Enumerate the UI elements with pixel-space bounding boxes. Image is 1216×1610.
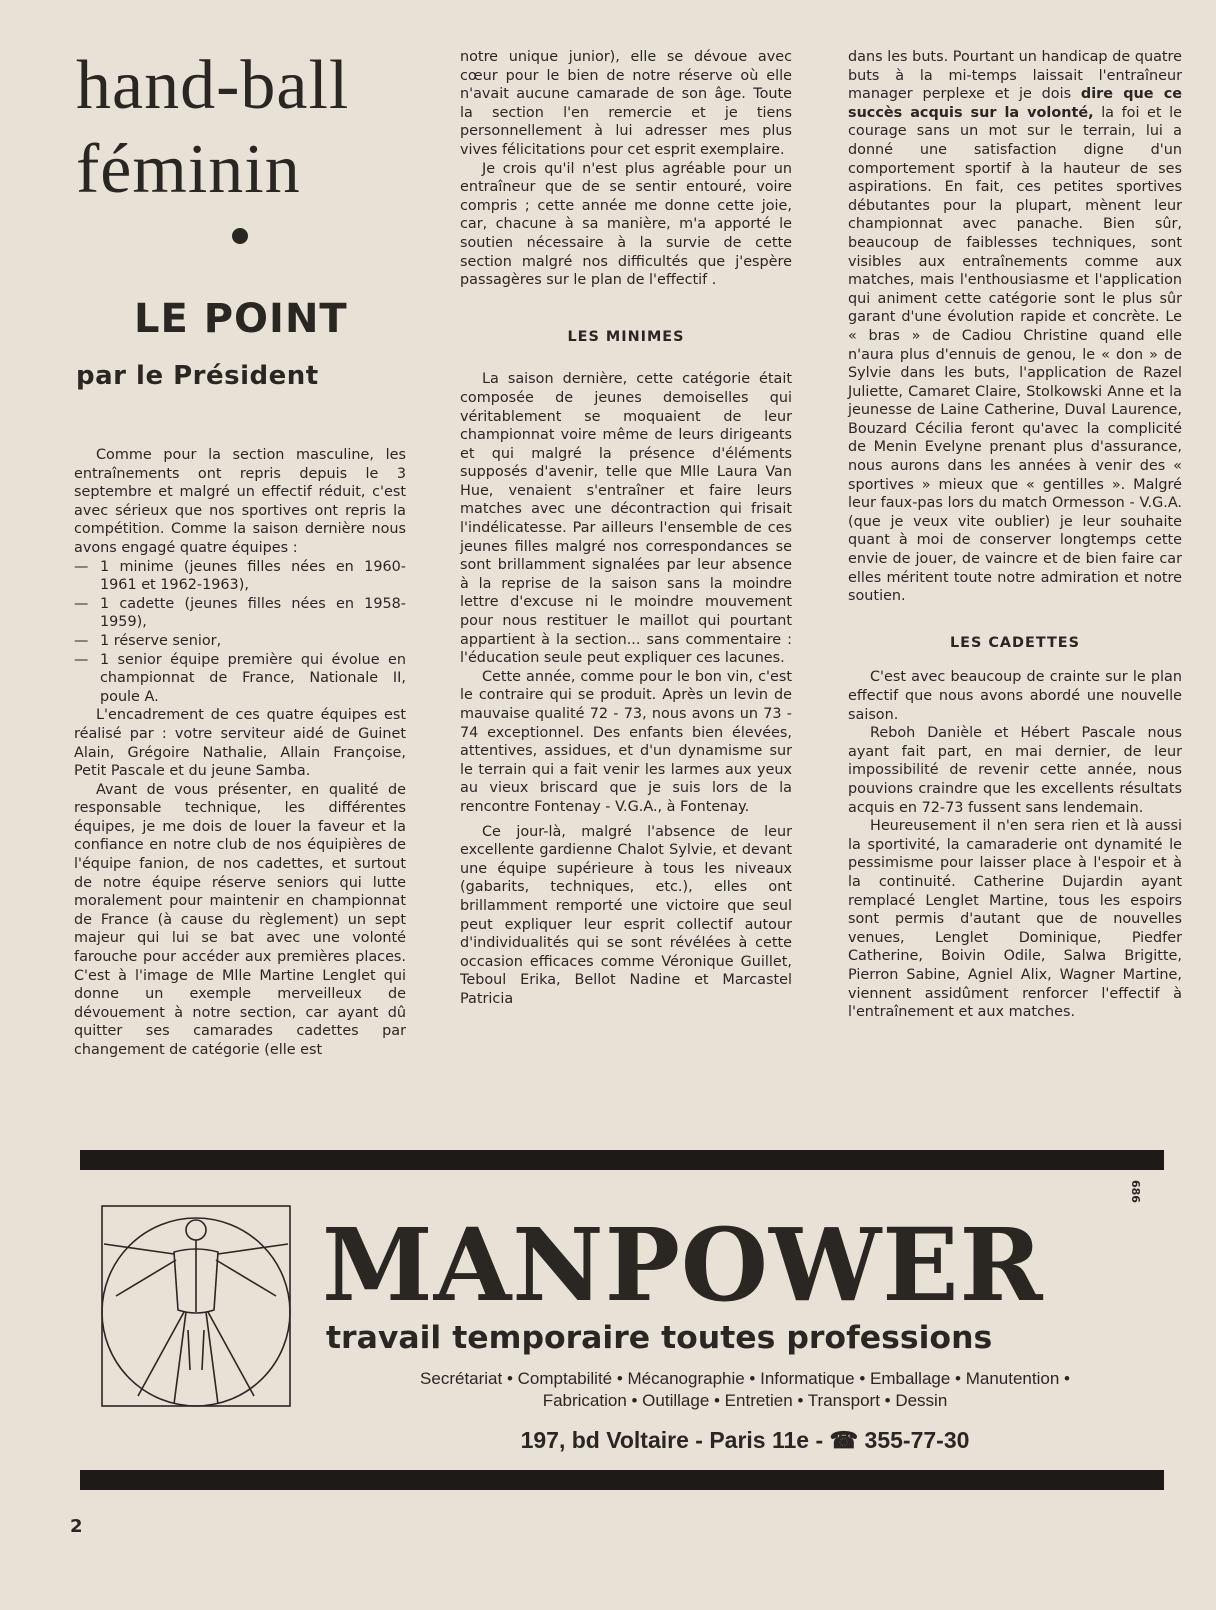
team-item (74, 632, 406, 651)
emphasis-text: dire que ce succès acquis sur la volonté, (848, 86, 1183, 121)
vitruvian-man-icon (96, 1200, 296, 1412)
paragraph: Je crois qu'il n'est plus agréable pour un entraîneur que de se sentir entouré, voire compris ; cette année me donne cette joie, car, chacune à sa manière, m'a apporté le soutien nécessaire à la survie de cette section malgré nos difficultés que j'espère passagères sur le plan de l'effectif . (460, 160, 792, 289)
article-column-1 (74, 446, 406, 1060)
ad-reference-code: 686 (1129, 1180, 1142, 1203)
paragraph: C'est avec beaucoup de crainte sur le plan effectif que nous avons abordé une nouvelle saison. (848, 669, 1182, 723)
paragraph: Cette année, comme pour le bon vin, c'est le contraire qui se produit. Après un levin de mauvaise qualité 72 - 73, nous avons un 73 - 74 exceptionnel. Des enfants bien élevées, attentives, assidues, et d'un dynamisme sur le terrain qui a fait venir les larmes aux yeux au vieux briscard que je suis lors de la rencontre Fontenay - V.G.A., à Fontenay. (460, 668, 792, 815)
team-item-text: 1 minime (jeunes filles nées en 1960-1961 et 1962-1963), (100, 558, 406, 594)
paragraph: Avant de vous présenter, en qualité de responsable technique, les différentes équipes, je me dois de louer la faveur et la confiance en notre club de nos équipières de l'équipe fanion, de nos cadettes, et surtout de notre équipe réserve seniors qui lutte moralement pour maintenir en championnat de France (à cause du règlement) un sept majeur qui lui se bat avec une volonté farouche pour accéder aux premières places. C'est à l'image de Mlle Martine Lenglet qui donne un exemple merveilleux de dévouement à notre section, car ayant dû quitter ses camarades cadettes par changement de catégorie (elle est (74, 781, 406, 1058)
ad-tagline: travail temporaire toutes professions (326, 1320, 993, 1356)
section-heading-cadettes: LES CADETTES (949, 634, 1080, 651)
team-item (74, 595, 406, 632)
dash: — (74, 632, 89, 649)
article-column-3 (848, 48, 1182, 1022)
title-line-2: féminin (76, 131, 301, 208)
team-item-text: 1 cadette (jeunes filles nées en 1958-1959), (100, 595, 406, 631)
paragraph-text: la foi et le courage sans un mot sur le terrain, lui a donné une satisfaction digne d'un comportement sportif à la hauteur de ses aspirations. En fait, ces petites sportives débutantes pour la plupart, mènent leur championnat avec panache. Bien sûr, beaucoup de faiblesses techniques, sont visibles aux entraînements comme aux matches, mais l'enthousiasme et l'application qui animent cette catégorie sont le plus sûr garant d'une évolution rapide et concrète. Le « bras » de Cadiou Christine quand elle n'aura plus d'ennuis de genou, le « don » de Sylvie dans les buts, l'application de Razel Juliette, Camaret Claire, Stolkowski Anne et la jeunesse de Laine Catherine, Duval Laurence, Bouzard Cécilia feront qu'avec la complicité de Menin Evelyne prenant plus d'assurance, nous aurons dans les années à venir des « sportives » mieux que « gentilles ». Malgré leur faux-pas lors du match Ormesson - V.G.A. (que je veux vite oublier) je leur souhaite quant à moi de conserver longtemps cette envie de jouer, de vaincre et de bien faire car elles méritent toute notre admiration et notre soutien. (848, 104, 1182, 605)
byline: par le Président (76, 361, 319, 391)
ad-bottom-rule (80, 1470, 1164, 1490)
team-item (74, 651, 406, 707)
team-item-text: 1 senior équipe première qui évolue en championnat de France, Nationale II, poule A. (100, 651, 406, 705)
ad-services-line-2: Fabrication • Outillage • Entretien • Transport • Dessin (542, 1391, 948, 1410)
title (76, 44, 416, 212)
ad-services-line-1: Secrétariat • Comptabilité • Mécanographie • Informatique • Emballage • Manutention • (420, 1369, 1070, 1388)
vitruvian-man-drawing (96, 1200, 296, 1412)
ad-brand-name: MANPOWER (322, 1206, 1044, 1324)
article-column-2 (460, 48, 792, 1009)
title-bullet-icon (232, 228, 248, 244)
page-number: 2 (70, 1516, 83, 1537)
paragraph: Ce jour-là, malgré l'absence de leur excellente gardienne Chalot Sylvie, et devant une équipe supérieure à tous les niveaux (gabarits, techniques, etc.), elles ont brillamment remporté une victoire que seul peut expliquer leur esprit collectif autour d'individualités qui se sont révélées à cette occasion efficaces comme Véronique Guillet, Teboul Erika, Bellot Nadine et Marcastel Patricia (460, 823, 792, 1007)
paragraph: notre unique junior), elle se dévoue avec cœur pour le bien de notre réserve où elle n'avait aucune camarade de son âge. Toute la section l'en remercie et je tiens personnellement à lui adresser mes plus vives félicitations pour cet esprit exemplaire. (460, 49, 792, 158)
paragraph: Comme pour la section masculine, les entraînements ont repris depuis le 3 septembre et malgré un effectif réduit, c'est avec sérieux que nos sportives ont repris la compétition. Comme la saison dernière nous avons engagé quatre équipes : (74, 447, 406, 556)
paragraph-text: dans les buts. Pourtant un handicap de quatre buts à la mi-temps laissait l'entraîneur manager perplexe et je dois (848, 49, 1182, 103)
ad-top-rule (80, 1150, 1164, 1170)
dash: — (74, 595, 89, 612)
ad-address: 197, bd Voltaire - Paris 11e - ☎ 355-77-30 (520, 1427, 970, 1453)
title-line-1: hand-ball (76, 47, 350, 124)
paragraph: Reboh Danièle et Hébert Pascale nous ayant fait part, en mai dernier, de leur impossibilité de revenir cette année, nous pouvions craindre que les excellents résultats acquis en 72-73 fussent sans lendemain. (848, 725, 1182, 816)
paragraph (848, 48, 1182, 606)
team-item-text: 1 réserve senior, (100, 632, 222, 649)
section-heading-minimes: LES MINIMES (567, 328, 685, 345)
paragraph: La saison dernière, cette catégorie était composée de jeunes demoiselles qui véritablement se moquaient de leur championnat voire même de leurs dirigeants et qui malgré la présence d'éléments supposés d'avenir, telle que Mlle Laura Van Hue, venaient s'entraîner et faire leurs matches avec une décontraction qui frisait l'indélicatesse. Par ailleurs l'ensemble de ces jeunes filles malgré nos correspondances se sont brillamment signalées par leur absence à la reprise de la saison sans la moindre lettre d'excuse ni le moindre mouvement pour nous restituer le maillot qui pourtant appartient à la section... sans commentaire : l'éducation seule peut expliquer ces lacunes. (460, 371, 792, 667)
paragraph: Heureusement il n'en sera rien et là aussi la sportivité, la camaraderie ont dynamité le pessimisme pour laisser place à l'espoir et à la continuité. Catherine Dujardin ayant remplacé Lenglet Martine, tous les espoirs sont permis d'autant que de nouvelles venues, Lenglet Dominique, Piedfer Catherine, Boivin Odile, Salwa Brigitte, Pierron Sabine, Agniel Alix, Wagner Martine, viennent assidûment renforcer l'effectif à l'entraînement et aux matches. (848, 818, 1182, 1021)
paragraph: L'encadrement de ces quatre équipes est réalisé par : votre serviteur aidé de Guinet Alain, Grégoire Nathalie, Allain Françoise, Petit Pascale et du jeune Samba. (74, 707, 406, 780)
dash: — (74, 558, 89, 575)
dash: — (74, 651, 89, 668)
team-item (74, 558, 406, 595)
ad-services (330, 1368, 1160, 1412)
subtitle: LE POINT (134, 296, 348, 342)
